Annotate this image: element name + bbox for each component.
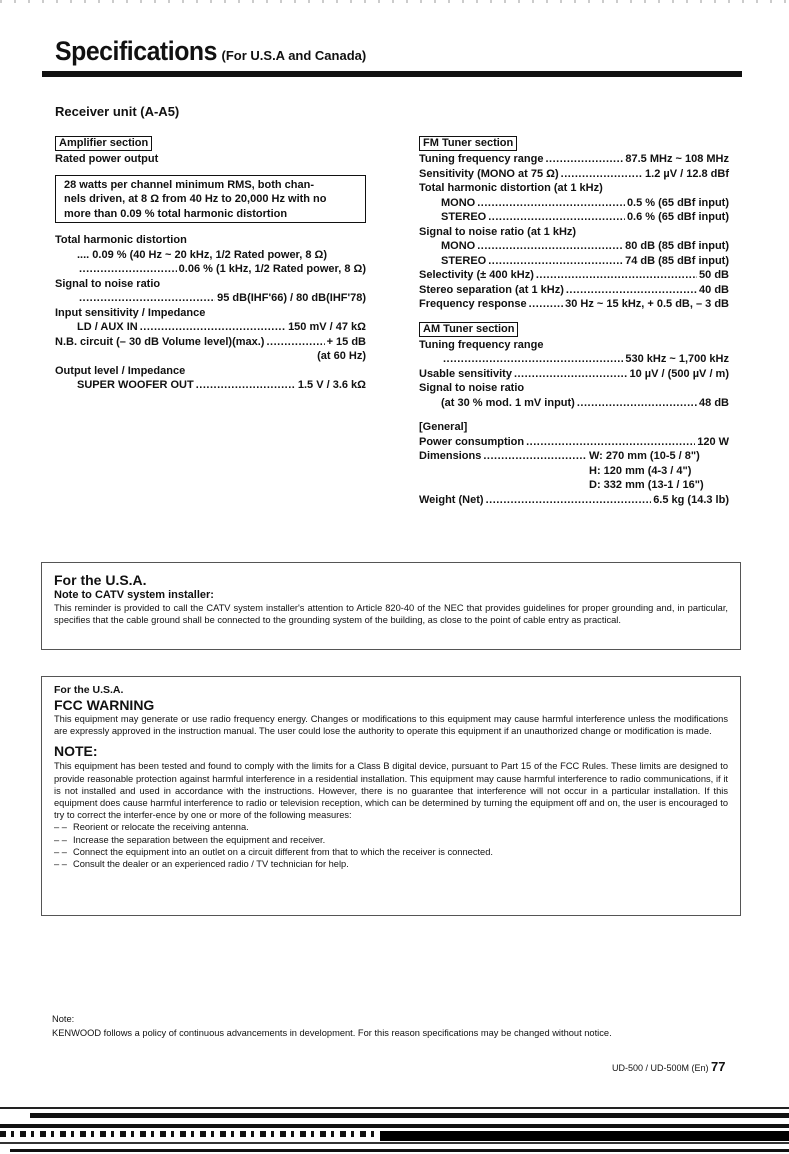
weight-value: 6.5 kg (14.3 lb) — [653, 493, 729, 506]
fm-sens-label: Sensitivity (MONO at 75 Ω) — [419, 167, 559, 180]
thd-line-1: .... 0.09 % (40 Hz ~ 20 kHz, 1/2 Rated power, 8 Ω) — [77, 248, 328, 261]
leader-dots — [536, 268, 697, 283]
fm-thd-stereo-line — [419, 210, 729, 225]
measure-text: Increase the separation between the equipment and receiver. — [73, 834, 326, 845]
fm-snr-mono-line — [419, 239, 729, 254]
am-usable-value: 10 µV / (500 µV / m) — [629, 367, 729, 380]
fm-sel-value: 50 dB — [699, 269, 729, 281]
fm-snr-stereo-line — [419, 254, 729, 269]
fm-sel-label: Selectivity (± 400 kHz) — [419, 269, 534, 281]
leader-dots — [545, 152, 623, 167]
fm-resp-value: 30 Hz ~ 15 kHz, + 0.5 dB, – 3 dB — [565, 298, 729, 310]
input-label: Input sensitivity / Impedance — [55, 306, 206, 319]
dash: – – — [54, 846, 67, 857]
leader-dots — [79, 291, 215, 306]
leader-dots — [488, 210, 625, 225]
dash: – – — [54, 859, 67, 870]
fm-thd-stereo-value: 0.6 % (65 dBf input) — [626, 211, 729, 223]
input-line — [55, 320, 366, 335]
snr-label: Signal to noise ratio — [55, 277, 161, 290]
fm-sep-value: 40 dB — [699, 283, 729, 296]
fm-snr-stereo-label: STEREO — [441, 254, 487, 267]
leader-dots — [443, 352, 623, 367]
leader-dots — [483, 449, 587, 464]
spacer — [419, 312, 729, 322]
scan-artifact — [30, 1113, 789, 1118]
page-title — [55, 36, 366, 67]
footer-note — [52, 1012, 742, 1040]
rated-power-label: Rated power output — [55, 153, 159, 165]
leader-dots — [514, 367, 628, 382]
output-value: 1.5 V / 3.6 kΩ — [297, 379, 366, 391]
output-line — [55, 378, 366, 393]
fm-thd-label: Total harmonic distortion (at 1 kHz) — [419, 182, 603, 194]
input-value: 150 mV / 47 kΩ — [288, 321, 366, 333]
fcc-measure — [54, 846, 728, 858]
am-snr-line — [419, 396, 729, 411]
title-rule — [42, 71, 742, 77]
leader-dots — [526, 435, 695, 450]
nb-value: + 15 dB — [326, 335, 366, 348]
dash: – – — [54, 834, 67, 845]
snr-line — [55, 291, 366, 306]
nb-note: (at 60 Hz) — [317, 350, 366, 362]
fcc-text: This equipment may generate or use radio frequency energy. Changes or modifications to this equipment may cause harmful interference unless the modifications are expressly approved in the instruction manual. The user could lose the authority to operate this equipment if an unauthorized change or modification is made. — [54, 714, 728, 737]
amplifier-column — [55, 136, 366, 393]
fm-range-line — [419, 152, 729, 167]
fm-thd-mono-line — [419, 196, 729, 211]
am-range-line — [419, 352, 729, 367]
catv-text: This reminder is provided to call the CATV system installer's attention to Article 820-40 of the NEC that provides guidelines for proper grounding and, in particular, specifies that the cable ground shall be connected to the grounding system of the building, as close to the point of cable entry as practical. — [54, 603, 728, 626]
scan-artifact — [0, 1107, 789, 1109]
dimensions-h: H: 120 mm (4-3 / 4") — [589, 464, 692, 477]
leader-dots — [488, 254, 623, 269]
nb-line — [55, 335, 366, 350]
power-label: Power consumption — [419, 435, 525, 448]
dimensions-line — [419, 449, 729, 464]
am-section-label: AM Tuner section — [419, 322, 518, 337]
am-snr-sub: (at 30 % mod. 1 mV input) — [441, 396, 575, 409]
dimensions-h-line — [419, 464, 729, 479]
leader-dots — [561, 167, 643, 182]
scan-artifact — [10, 1149, 789, 1152]
receiver-unit-heading: Receiver unit (A-A5) — [55, 104, 180, 119]
am-usable-label: Usable sensitivity — [419, 367, 512, 380]
weight-label: Weight (Net) — [419, 493, 484, 506]
spacer — [419, 410, 729, 420]
thd-line-2 — [55, 262, 366, 277]
page-number — [612, 1059, 726, 1074]
page-number-value: 77 — [711, 1059, 726, 1074]
fm-range-label: Tuning frequency range — [419, 153, 544, 165]
measure-text: Consult the dealer or an experienced radio / TV technician for help. — [73, 859, 349, 870]
fm-sep-line — [419, 283, 729, 298]
fcc-warning-box — [41, 676, 741, 916]
dimensions-label: Dimensions — [419, 450, 482, 462]
fm-sel-line — [419, 268, 729, 283]
leader-dots — [566, 283, 697, 298]
measure-text: Reorient or relocate the receiving antenna. — [73, 822, 249, 833]
catv-notice-box — [41, 562, 741, 650]
dimensions-d: D: 332 mm (13-1 / 16") — [589, 479, 704, 491]
power-line — [419, 435, 729, 450]
title-subtitle: (For U.S.A and Canada) — [221, 48, 367, 63]
snr-value: 95 dB(IHF'66) / 80 dB(IHF'78) — [217, 292, 366, 304]
fm-thd-mono-value: 0.5 % (65 dBf input) — [626, 196, 729, 209]
scan-artifact — [380, 1131, 789, 1141]
am-range-label: Tuning frequency range — [419, 338, 544, 351]
output-sub: SUPER WOOFER OUT — [77, 379, 194, 391]
fm-resp-label: Frequency response — [419, 298, 527, 310]
fcc-heading: FCC WARNING — [54, 697, 155, 713]
scan-artifact — [0, 1142, 789, 1144]
fm-thd-mono-label: MONO — [441, 196, 476, 209]
thd-label: Total harmonic distortion — [55, 234, 187, 246]
leader-dots — [577, 396, 697, 411]
fm-snr-label: Signal to noise ratio (at 1 kHz) — [419, 225, 577, 238]
amplifier-section-label: Amplifier section — [55, 136, 152, 151]
power-value: 120 W — [697, 435, 729, 448]
catv-heading: For the U.S.A. — [54, 572, 147, 588]
model-text: UD-500 / UD-500M (En) — [612, 1063, 709, 1073]
leader-dots — [529, 297, 564, 312]
leader-dots — [196, 378, 296, 393]
leader-dots — [266, 335, 324, 350]
fcc-note-text: This equipment has been tested and found to comply with the limits for a Class B digital device, pursuant to Part 15 of the FCC Rules. These limits are designed to provide reasonable protection against harmful interference in a residential installation. This equipment may cause harmful interference to radio communications, if it is not installed and used in accordance with the instructions. However, there is no guarantee that interference will not occur in a particular installation. If this equipment does cause harmful interference to radio or television reception, which can be determined by turning the equipment off and on, the user is encouraged to try to correct the interfer-ence by one or more of the following measures: — [54, 761, 728, 821]
scan-artifact — [0, 1124, 789, 1128]
am-snr-label: Signal to noise ratio — [419, 382, 525, 394]
am-range-value: 530 kHz ~ 1,700 kHz — [625, 353, 729, 365]
fm-sens-value: 1.2 µV / 12.8 dBf — [645, 167, 729, 180]
fcc-measure — [54, 834, 728, 846]
fcc-measure — [54, 858, 728, 870]
fm-resp-line — [419, 297, 729, 312]
fm-snr-mono-label: MONO — [441, 240, 476, 252]
measure-text: Connect the equipment into an outlet on a circuit different from that to which the receiver is connected. — [73, 846, 493, 857]
fcc-note-heading: NOTE: — [54, 743, 98, 760]
fm-sens-line — [419, 167, 729, 182]
footer-note-label: Note: — [52, 1014, 75, 1024]
dimensions-d-line — [419, 478, 729, 493]
am-usable-line — [419, 367, 729, 382]
output-label: Output level / Impedance — [55, 364, 186, 377]
rated-power-box — [55, 175, 366, 224]
fcc-measure — [54, 821, 728, 833]
rated-line: nels driven, at 8 Ω from 40 Hz to 20,000 Hz with no — [64, 193, 327, 205]
rated-line: more than 0.09 % total harmonic distortion — [64, 207, 288, 220]
leader-dots — [477, 196, 625, 211]
footer-note-text: KENWOOD follows a policy of continuous advancements in development. For this reason specifications may be changed without notice. — [52, 1028, 612, 1038]
fm-thd-stereo-label: STEREO — [441, 211, 487, 223]
nb-label: N.B. circuit (– 30 dB Volume level)(max.) — [55, 335, 265, 348]
title-text: Specifications — [55, 36, 217, 66]
dash: – – — [54, 822, 67, 833]
catv-subheading: Note to CATV system installer: — [54, 589, 214, 601]
tuner-column — [419, 136, 729, 507]
input-sub: LD / AUX IN — [77, 321, 138, 333]
fm-section-label: FM Tuner section — [419, 136, 517, 151]
thd2-value: 0.06 % (1 kHz, 1/2 Rated power, 8 Ω) — [178, 263, 366, 275]
leader-dots — [79, 262, 177, 277]
dimensions-w: W: 270 mm (10-5 / 8") — [589, 450, 700, 462]
general-label: [General] — [419, 421, 468, 433]
weight-line — [419, 493, 729, 508]
fcc-small-heading: For the U.S.A. — [54, 684, 124, 696]
leader-dots — [140, 320, 286, 335]
fm-snr-mono-value: 80 dB (85 dBf input) — [625, 240, 729, 252]
fm-range-value: 87.5 MHz ~ 108 MHz — [625, 153, 729, 165]
rated-line: 28 watts per channel minimum RMS, both chan- — [64, 178, 314, 191]
fm-snr-stereo-value: 74 dB (85 dBf input) — [625, 254, 729, 267]
scan-artifact-top — [0, 0, 789, 3]
leader-dots — [477, 239, 623, 254]
fm-sep-label: Stereo separation (at 1 kHz) — [419, 283, 564, 296]
leader-dots — [486, 493, 652, 508]
am-snr-value: 48 dB — [699, 396, 729, 409]
scan-artifact — [0, 1131, 380, 1137]
